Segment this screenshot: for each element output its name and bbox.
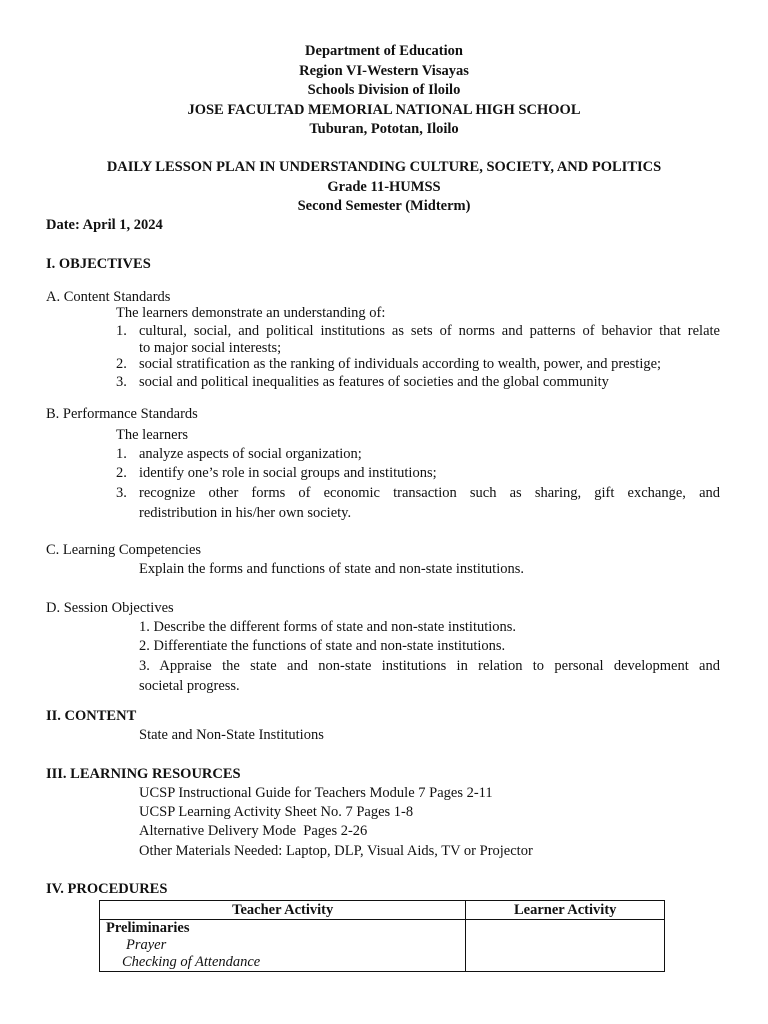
- list-number: 2.: [116, 465, 127, 481]
- table-header-row: [100, 901, 665, 920]
- list-item: social stratification as the ranking of individuals according to wealth, power, and prestige;: [139, 356, 662, 372]
- session-objective: 3. Appraise the state and non-state institutions in relation to personal development and: [139, 658, 720, 674]
- session-objective: 1. Describe the different forms of state and non-state institutions.: [139, 619, 517, 635]
- table-row: [100, 920, 665, 972]
- learning-competencies-text: Explain the forms and functions of state and non-state institutions.: [139, 561, 524, 577]
- learning-competencies-label: C. Learning Competencies: [46, 542, 202, 558]
- resource-item: Other Materials Needed: Laptop, DLP, Visual Aids, TV or Projector: [139, 843, 533, 859]
- header-school: JOSE FACULTAD MEMORIAL NATIONAL HIGH SCHOOL: [187, 102, 581, 118]
- lesson-date: Date: April 1, 2024: [46, 217, 163, 233]
- resources-heading: III. LEARNING RESOURCES: [46, 766, 241, 782]
- prayer-item: Prayer: [126, 937, 167, 953]
- list-item: social and political inequalities as features of societies and the global community: [139, 374, 609, 390]
- content-standards-label: A. Content Standards: [46, 289, 171, 305]
- list-number: 1.: [116, 323, 127, 339]
- resource-item: UCSP Learning Activity Sheet No. 7 Pages 1-8: [139, 804, 414, 820]
- content-standards-intro: The learners demonstrate an understanding of:: [116, 305, 386, 321]
- list-item: analyze aspects of social organization;: [139, 446, 362, 462]
- teacher-activity-cell: [100, 920, 466, 972]
- list-number: 2.: [116, 356, 127, 372]
- column-header-learner-activity: Learner Activity: [466, 901, 665, 920]
- session-objective-continuation: societal progress.: [139, 678, 240, 694]
- list-item: identify one’s role in social groups and institutions;: [139, 465, 437, 481]
- procedures-heading: IV. PROCEDURES: [46, 881, 168, 897]
- procedures-table: [99, 900, 665, 972]
- grade-level: Grade 11-HUMSS: [327, 179, 441, 195]
- list-number: 3.: [116, 374, 127, 390]
- semester: Second Semester (Midterm): [297, 198, 471, 214]
- performance-standards-intro: The learners: [116, 427, 189, 443]
- content-heading: II. CONTENT: [46, 708, 137, 724]
- content-text: State and Non-State Institutions: [139, 727, 324, 743]
- resource-item: UCSP Instructional Guide for Teachers Module 7 Pages 2-11: [139, 785, 493, 801]
- header-address: Tuburan, Pototan, Iloilo: [309, 121, 459, 137]
- learner-activity-cell: [466, 920, 665, 972]
- session-objective: 2. Differentiate the functions of state and non-state institutions.: [139, 638, 506, 654]
- resource-item: Alternative Delivery Mode Pages 2-26: [139, 823, 368, 839]
- list-number: 1.: [116, 446, 127, 462]
- header-department: Department of Education: [305, 43, 463, 59]
- attendance-item: Checking of Attendance: [122, 954, 261, 970]
- list-item: cultural, social, and political institutions as sets of norms and patterns of behavior that relate: [139, 323, 720, 339]
- header-region: Region VI-Western Visayas: [299, 63, 469, 79]
- list-number: 3.: [116, 485, 127, 501]
- preliminaries-label: Preliminaries: [106, 920, 190, 936]
- document-title: DAILY LESSON PLAN IN UNDERSTANDING CULTURE, SOCIETY, AND POLITICS: [106, 159, 662, 175]
- list-item-continuation: redistribution in his/her own society.: [139, 505, 352, 521]
- session-objectives-label: D. Session Objectives: [46, 600, 174, 616]
- column-header-teacher-activity: Teacher Activity: [100, 901, 466, 920]
- objectives-heading: I. OBJECTIVES: [46, 256, 151, 272]
- list-item: recognize other forms of economic transaction such as sharing, gift exchange, and: [139, 485, 720, 501]
- header-division: Schools Division of Iloilo: [307, 82, 461, 98]
- list-item-continuation: to major social interests;: [139, 340, 282, 356]
- performance-standards-label: B. Performance Standards: [46, 406, 198, 422]
